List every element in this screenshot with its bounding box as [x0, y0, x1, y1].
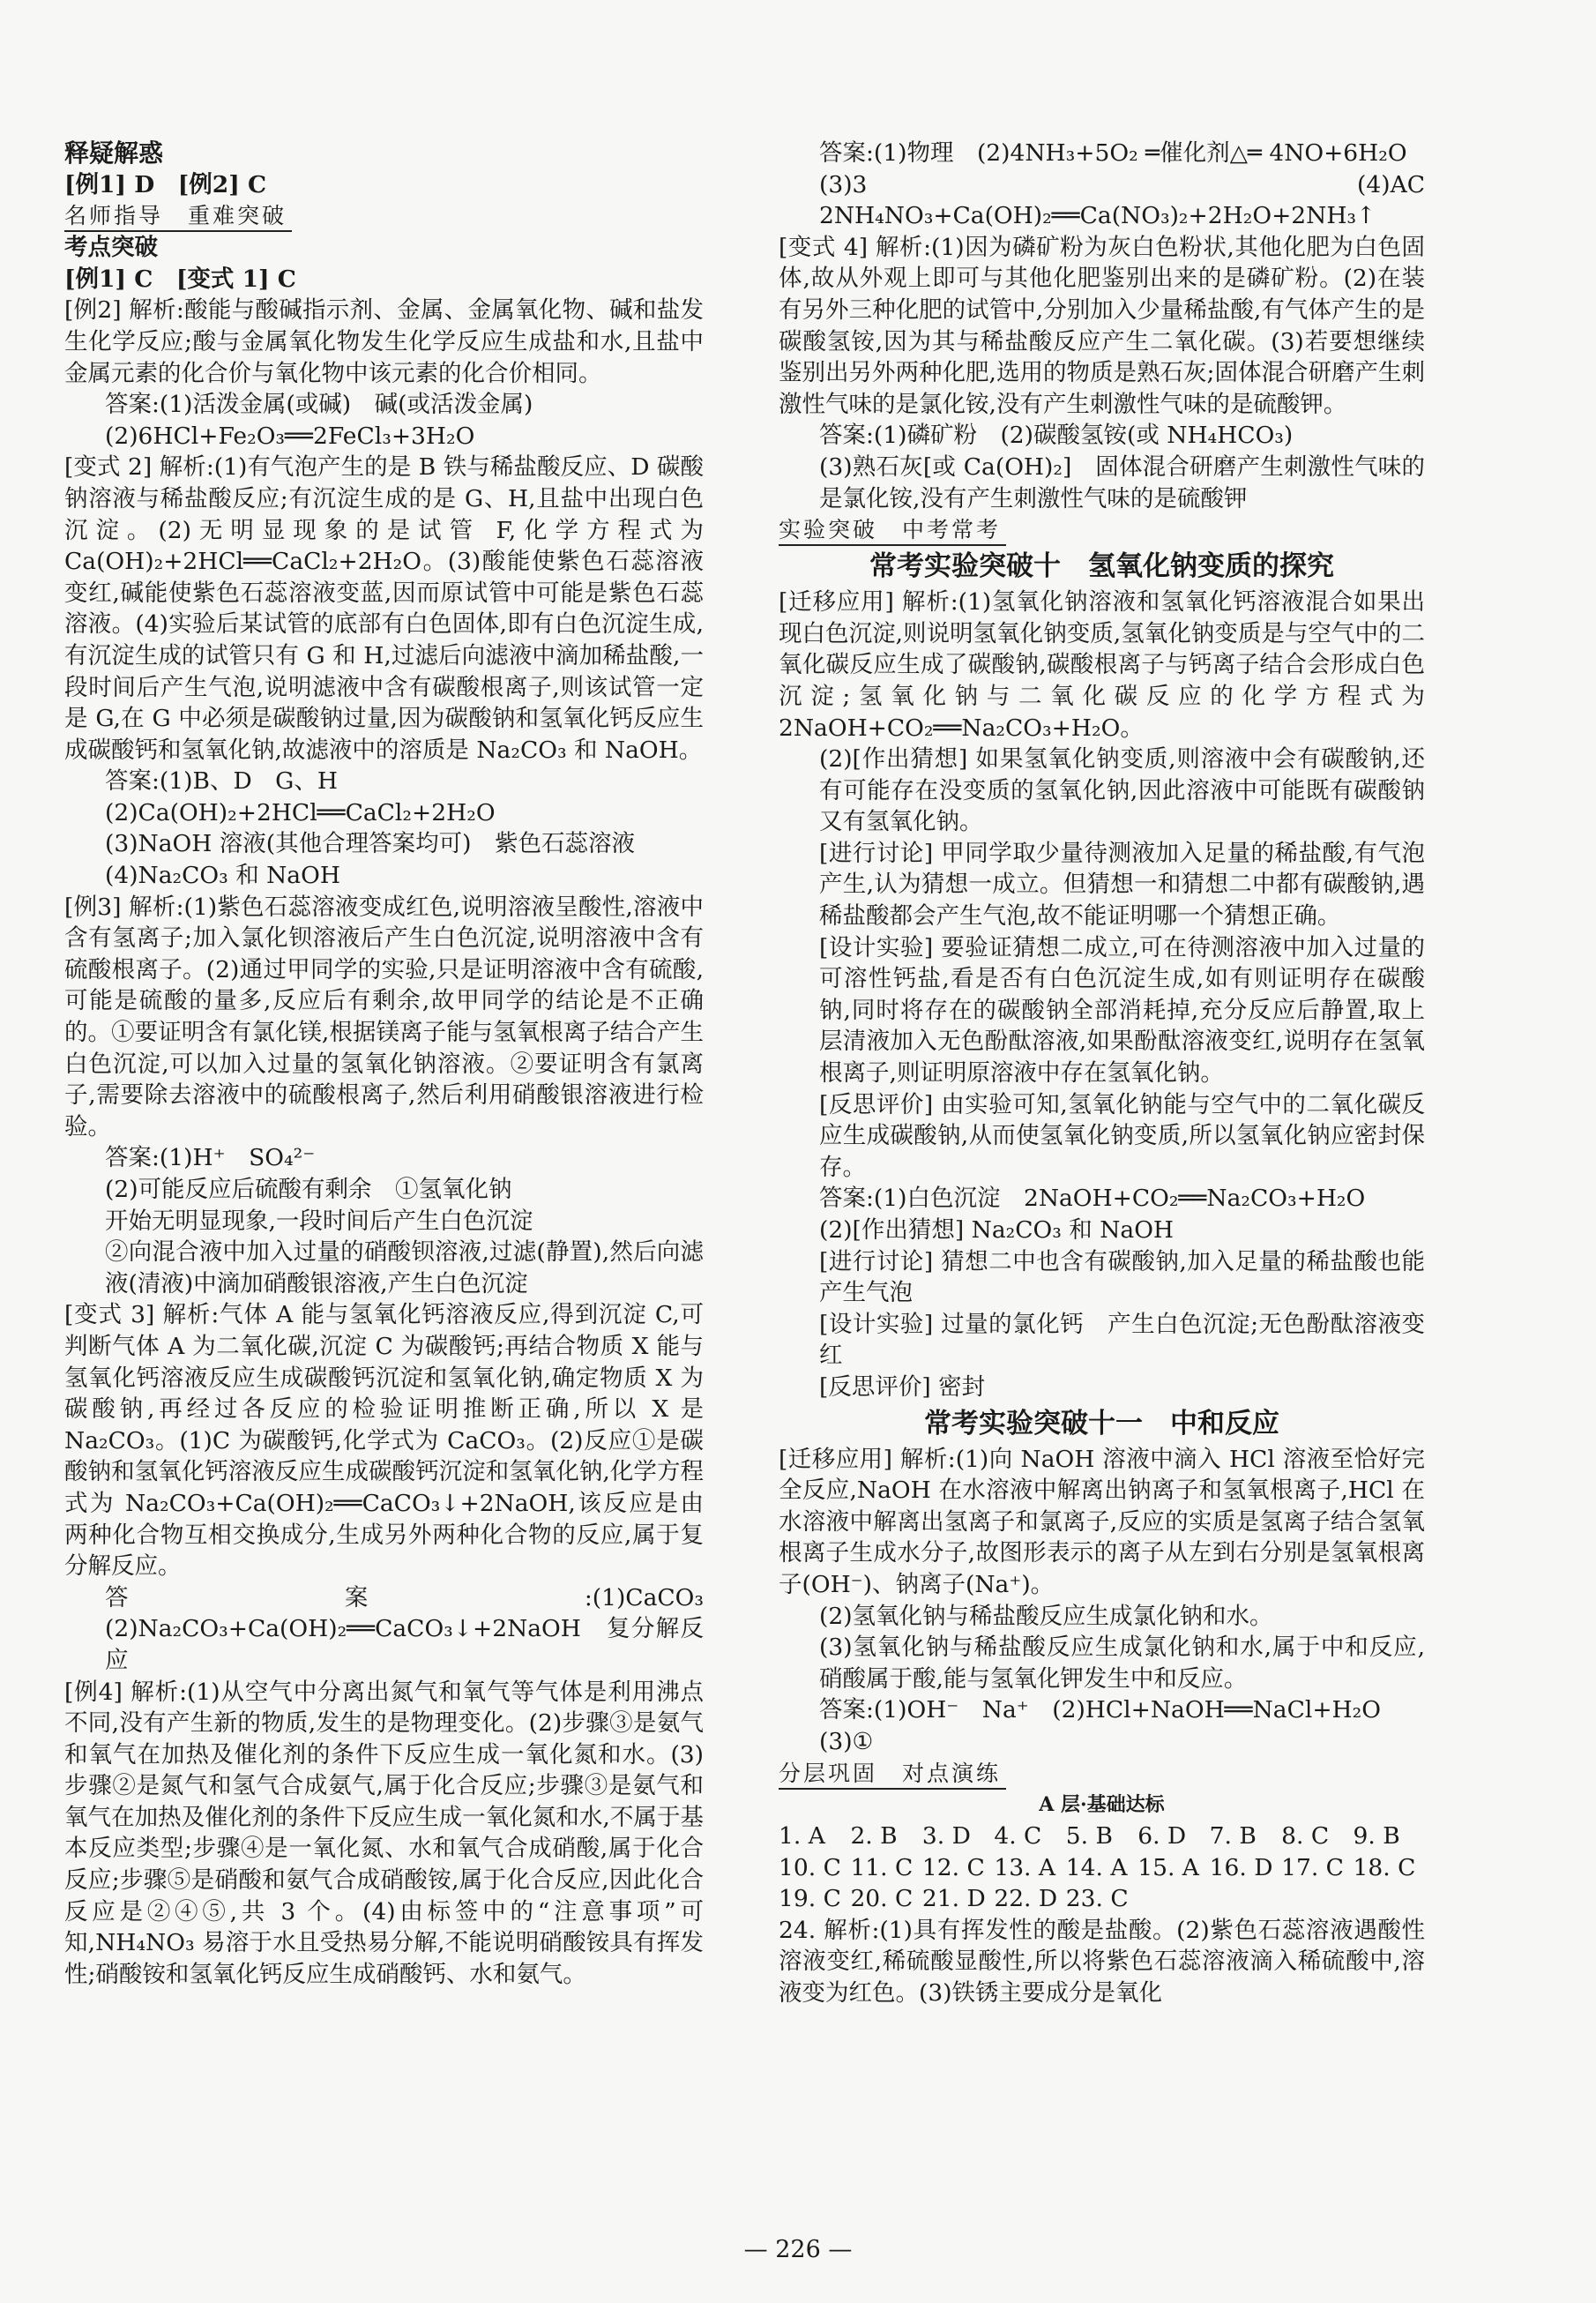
right-paragraph: [变式 4] 解析:(1)因为磷矿粉为灰白色粉状,其他化肥为白色固体,故从外观上即可与其他化肥鉴别出来的是磷矿粉。(2)在装有另外三种化肥的试管中,分别加入少量稀盐酸,有气体产生的是碳酸氢铵,因为其与稀盐酸反应产生二氧化碳。(3)若要想继续鉴别出另外两种化肥,选用的物质是熟石灰;固体混合研磨产生刺激性气味的是氯化铵,没有产生刺激性气味的是硫酸钾。	[779, 233, 1425, 418]
answer-item: 13. A	[994, 1853, 1056, 1881]
answer-item: 12. C	[921, 1853, 985, 1881]
right-paragraph	[779, 514, 1425, 546]
answer-item: 9. B	[1353, 1822, 1400, 1851]
right-paragraph: [迁移应用] 解析:(1)氢氧化钠溶液和氢氧化钙溶液混合如果出现白色沉淀,则说明氢氧化钠变质,氢氧化钠变质是与空气中的二氧化碳反应生成了碳酸钠,碳酸根离子与钙离子结合会形成白色沉淀;氢氧化钠与二氧化碳反应的化学方程式为 2NaOH+CO₂══Na₂CO₃+H₂O。	[779, 588, 1425, 742]
right-paragraph: 答案:(1)磷矿粉 (2)碳酸氢铵(或 NH₄HCO₃)	[819, 422, 1294, 450]
answer-item: 16. D	[1209, 1853, 1273, 1881]
left-paragraph: 释疑解惑	[64, 138, 164, 168]
left-column	[64, 138, 727, 1990]
answer-item: 21. D	[921, 1885, 986, 1913]
answer-item: 4. C	[994, 1822, 1042, 1851]
right-paragraph: [反思评价] 由实验可知,氢氧化钠能与空气中的二氧化碳反应生成碳酸钠,从而使氢氧化钠变质,所以氢氧化钠应密封保存。	[819, 1090, 1425, 1181]
answer-item: 19. C	[779, 1885, 841, 1913]
right-paragraph: [设计实验] 要验证猜想二成立,可在待测溶液中加入过量的可溶性钙盐,看是否有白色沉淀生成,如有则证明存在碳酸钠,同时将存在的碳酸钠全部消耗掉,充分反应后静置,取上层清液加入无色酚酞溶液,如果酚酞溶液变红,说明存在氢氧根离子,则证明原溶液中存在氢氧化钠。	[819, 933, 1425, 1088]
answer-item: 22. D	[994, 1885, 1058, 1913]
answer-item: 23. C	[1065, 1885, 1129, 1913]
right-paragraph: 答案:(1)物理 (2)4NH₃+5O₂ ═催化剂△═ 4NO+6H₂O	[819, 139, 1407, 167]
left-paragraph: 开始无明显现象,一段时间后产生白色沉淀	[105, 1207, 533, 1235]
answer-item: 8. C	[1281, 1822, 1330, 1851]
right-paragraph: (2)[作出猜想] Na₂CO₃ 和 NaOH	[819, 1216, 1175, 1244]
right-paragraph: [设计实验] 过量的氯化钙 产生白色沉淀;无色酚酞溶液变红	[819, 1310, 1425, 1370]
right-column	[779, 138, 1449, 2009]
answer-item: 1. A	[779, 1822, 825, 1851]
right-paragraph	[779, 1758, 1425, 1790]
left-paragraph: (2)可能反应后硫酸有剩余 ①氢氧化钠	[105, 1176, 512, 1203]
page-number: — 226 —	[743, 2236, 853, 2263]
left-paragraph: (3)NaOH 溶液(其他合理答案均可) 紫色石蕊溶液	[105, 830, 635, 858]
right-paragraph: [迁移应用] 解析:(1)向 NaOH 溶液中滴入 HCl 溶液至恰好完全反应,NaOH 在水溶液中解离出钠离子和氢氧根离子,HCl 在水溶液中解离出氢离子和氯离子,反应的实质是氢离子结合氢氧根离子生成水分子,故图形表示的离子从左到右分别是氢氧根离子(OH⁻)、钠离子(Na⁺)。	[779, 1445, 1425, 1598]
right-paragraph: [进行讨论] 甲同学取少量待测液加入足量的稀盐酸,有气泡产生,认为猜想一成立。但猜想一和猜想二中都有碳酸钠,遇稀盐酸都会产生气泡,故不能证明哪一个猜想正确。	[819, 839, 1425, 931]
answer-item: 14. A	[1065, 1853, 1128, 1881]
left-paragraph: [例1] C [变式 1] C	[64, 265, 296, 293]
left-paragraph: [例2] 解析:酸能与酸碱指示剂、金属、金属氧化物、碱和盐发生化学反应;酸与金属氧化物发生化学反应生成盐和水,且盐中金属元素的化合价与氧化物中该元素的化合价相同。	[64, 296, 704, 387]
answer-grid	[779, 1821, 1425, 1915]
left-paragraph: ②向混合液中加入过量的硝酸钡溶液,过滤(静置),然后向滤液(清液)中滴加硝酸银溶液,产生白色沉淀	[105, 1238, 704, 1297]
left-paragraph: (4)Na₂CO₃ 和 NaOH	[105, 862, 340, 890]
answer-item: 17. C	[1281, 1853, 1344, 1881]
right-paragraph: 常考实验突破十一 中和反应	[924, 1407, 1279, 1439]
answer-item: 10. C	[779, 1853, 841, 1881]
right-paragraph: (3)①	[819, 1727, 874, 1755]
answer-item: 5. B	[1065, 1822, 1113, 1851]
answer-item: 2. B	[850, 1822, 898, 1851]
left-paragraph: 考点突破	[64, 234, 158, 262]
section-heading: 实验突破 中考常考	[779, 516, 1006, 546]
right-paragraph: 答案:(1)白色沉淀 2NaOH+CO₂══Na₂CO₃+H₂O	[819, 1185, 1366, 1213]
answer-item: 7. B	[1209, 1822, 1257, 1851]
left-paragraph: 答案:(1)H⁺ SO₄²⁻	[105, 1144, 316, 1172]
right-paragraph: [反思评价] 密封	[819, 1372, 986, 1401]
section-heading: 分层巩固 对点演练	[779, 1760, 1006, 1790]
question-24-explanation: 24. 解析:(1)具有挥发性的酸是盐酸。(2)紫色石蕊溶液遇酸性溶液变红,稀硫酸显酸性,所以将紫色石蕊溶液滴入稀硫酸中,溶液变为红色。(3)铁锈主要成分是氧化	[779, 1916, 1425, 2008]
answer-item: 15. A	[1137, 1853, 1199, 1881]
left-paragraph: [例1] D [例2] C	[64, 170, 267, 198]
left-paragraph: (2)6HCl+Fe₂O₃══2FeCl₃+3H₂O	[105, 422, 475, 450]
right-paragraph: 常考实验突破十 氢氧化钠变质的探究	[869, 550, 1334, 583]
section-heading: 名师指导 重难突破	[64, 202, 292, 232]
right-paragraph: (3)氢氧化钠与稀盐酸反应生成氯化钠和水,属于中和反应,硝酸属于酸,能与氢氧化钾发生中和反应。	[819, 1634, 1425, 1693]
answer-item: 11. C	[850, 1853, 914, 1881]
right-paragraph: 答案:(1)OH⁻ Na⁺ (2)HCl+NaOH══NaCl+H₂O	[819, 1696, 1381, 1724]
right-paragraph: (2)氢氧化钠与稀盐酸反应生成氯化钠和水。	[819, 1602, 1273, 1630]
right-paragraph: (2)[作出猜想] 如果氢氧化钠变质,则溶液中会有碳酸钠,还有可能存在没变质的氢氧化钠,因此溶液中可能既有碳酸钠又有氢氧化钠。	[819, 745, 1425, 836]
right-paragraph: [进行讨论] 猜想二中也含有碳酸钠,加入足量的稀盐酸也能产生气泡	[819, 1247, 1425, 1307]
left-paragraph	[64, 200, 704, 232]
left-paragraph: 答案:(1)活泼金属(或碱) 碱(或活泼金属)	[105, 391, 533, 419]
right-paragraph: A 层·基础达标	[1039, 1792, 1165, 1816]
answer-item: 18. C	[1353, 1853, 1416, 1881]
answer-item: 20. C	[850, 1885, 914, 1913]
left-paragraph: 答案:(1)B、D G、H	[105, 767, 338, 796]
right-paragraph: (3)熟石灰[或 Ca(OH)₂] 固体混合研磨产生刺激性气味的是氯化铵,没有产生刺激性气味的是硫酸钾	[819, 452, 1425, 512]
left-paragraph: (2)Ca(OH)₂+2HCl══CaCl₂+2H₂O	[105, 798, 496, 826]
left-paragraph: [例3] 解析:(1)紫色石蕊溶液变成红色,说明溶液呈酸性,溶液中含有氢离子;加入氯化钡溶液后产生白色沉淀,说明溶液中含有硫酸根离子。(2)通过甲同学的实验,只是证明溶液中含有硫酸,可能是硫酸的量多,反应后有剩余,故甲同学的结论是不正确的。①要证明含有氯化镁,根据镁离子能与氢氧根离子结合产生白色沉淀,可以加入过量的氢氧化钠溶液。②要证明含有氯离子,需要除去溶液中的硫酸根离子,然后利用硝酸银溶液进行检验。	[64, 893, 704, 1140]
answer-item: 6. D	[1137, 1822, 1187, 1851]
answer-item: 3. D	[921, 1822, 971, 1851]
left-paragraph: 答案:(1)CaCO₃ (2)Na₂CO₃+Ca(OH)₂══CaCO₃↓+2NaOH 复分解反应	[105, 1583, 727, 1674]
right-paragraph: (3)3 (4)AC 2NH₄NO₃+Ca(OH)₂══Ca(NO₃)₂+2H₂O+2NH₃↑	[819, 170, 1449, 230]
left-paragraph: [例4] 解析:(1)从空气中分离出氮气和氧气等气体是利用沸点不同,没有产生新的物质,发生的是物理变化。(2)步骤③是氨气和氧气在加热及催化剂的条件下反应生成一氧化氮和水。(3)步骤②是氮气和氢气合成氨气,属于化合反应;步骤③是氨气和氧气在加热及催化剂的条件下反应生成一氧化氮和水,不属于基本反应类型;步骤④是一氧化氮、水和氧气合成硝酸,属于化合反应;步骤⑤是硝酸和氨气合成硝酸铵,属于化合反应,因此化合反应是②④⑤,共 3 个。(4)由标签中的“注意事项”可知,NH₄NO₃ 易溶于水且受热易分解,不能说明硝酸铵具有挥发性;硝酸铵和氢氧化钙反应生成硝酸钙、水和氨气。	[64, 1678, 704, 1988]
left-paragraph: [变式 2] 解析:(1)有气泡产生的是 B 铁与稀盐酸反应、D 碳酸钠溶液与稀盐酸反应;有沉淀生成的是 G、H,且盐中出现白色沉淀。(2)无明显现象的是试管 F,化学方程式为 Ca(OH)₂+2HCl══CaCl₂+2H₂O。(3)酸能使紫色石蕊溶液变红,碱能使紫色石蕊溶液变蓝,因而原试管中可能是紫色石蕊溶液。(4)实验后某试管的底部有白色固体,即有白色沉淀生成,有沉淀生成的试管只有 G 和 H,过滤后向滤液中滴加稀盐酸,一段时间后产生气泡,说明滤液中含有碳酸根离子,则该试管一定是 G,在 G 中必须是碳酸钠过量,因为碳酸钠和氢氧化钙反应生成碳酸钙和氢氧化钠,故滤液中的溶质是 Na₂CO₃ 和 NaOH。	[64, 453, 704, 764]
left-paragraph: [变式 3] 解析:气体 A 能与氢氧化钙溶液反应,得到沉淀 C,可判断气体 A 为二氧化碳,沉淀 C 为碳酸钙;再结合物质 X 能与氢氧化钙溶液反应生成碳酸钙沉淀和氢氧化钠,确定物质 X 为碳酸钠,再经过各反应的检验证明推断正确,所以 X 是 Na₂CO₃。(1)C 为碳酸钙,化学式为 CaCO₃。(2)反应①是碳酸钠和氢氧化钙溶液反应生成碳酸钙沉淀和氢氧化钠,化学方程式为 Na₂CO₃+Ca(OH)₂══CaCO₃↓+2NaOH,该反应是由两种化合物互相交换成分,生成另外两种化合物的反应,属于复分解反应。	[64, 1301, 704, 1581]
